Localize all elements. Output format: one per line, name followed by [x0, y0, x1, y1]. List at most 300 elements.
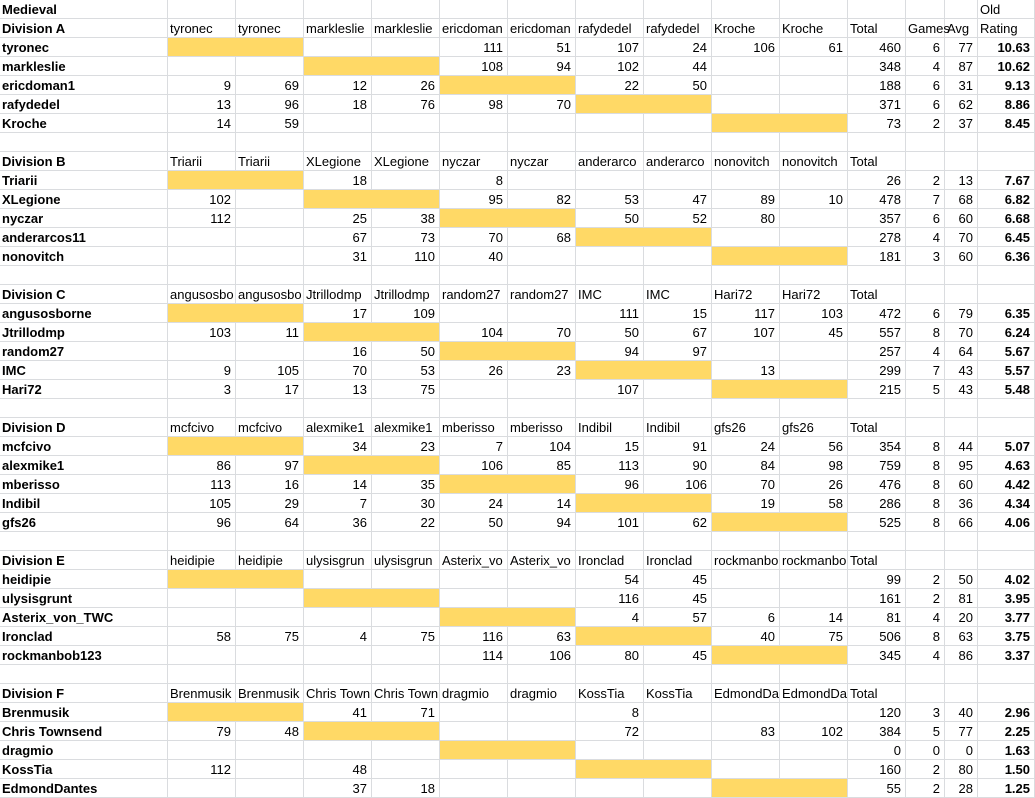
rating-cell[interactable]: 4.42 [978, 475, 1035, 494]
avg-cell[interactable]: 43 [945, 361, 978, 380]
empty-cell[interactable] [576, 665, 644, 684]
empty-cell[interactable] [644, 133, 712, 152]
empty-cell[interactable] [848, 399, 906, 418]
empty-cell[interactable] [440, 380, 508, 399]
column-header[interactable]: Total [848, 19, 906, 38]
column-header[interactable]: Ironclad [644, 551, 712, 570]
total-cell[interactable]: 278 [848, 228, 906, 247]
rating-cell[interactable]: 2.25 [978, 722, 1035, 741]
avg-cell[interactable]: 31 [945, 76, 978, 95]
empty-cell[interactable] [780, 171, 848, 190]
empty-cell[interactable] [304, 266, 372, 285]
empty-cell[interactable] [644, 399, 712, 418]
empty-cell[interactable] [780, 266, 848, 285]
score-cell[interactable]: 47 [644, 190, 712, 209]
score-cell[interactable]: 40 [712, 627, 780, 646]
player-name[interactable]: random27 [0, 342, 168, 361]
total-cell[interactable]: 215 [848, 380, 906, 399]
column-header[interactable]: ulysisgrun [304, 551, 372, 570]
score-cell[interactable]: 104 [440, 323, 508, 342]
player-name[interactable]: ericdoman1 [0, 76, 168, 95]
score-cell[interactable]: 7 [440, 437, 508, 456]
empty-cell[interactable] [945, 684, 978, 703]
player-name[interactable]: alexmike1 [0, 456, 168, 475]
games-cell[interactable]: 8 [906, 323, 945, 342]
score-cell[interactable]: 26 [440, 361, 508, 380]
score-cell[interactable]: 62 [644, 513, 712, 532]
empty-cell[interactable] [508, 779, 576, 798]
empty-cell[interactable] [906, 418, 945, 437]
score-cell[interactable]: 35 [372, 475, 440, 494]
player-name[interactable]: IMC [0, 361, 168, 380]
empty-cell[interactable] [945, 266, 978, 285]
rating-cell[interactable]: 2.96 [978, 703, 1035, 722]
score-cell[interactable]: 107 [576, 380, 644, 399]
avg-cell[interactable]: 50 [945, 570, 978, 589]
total-cell[interactable]: 120 [848, 703, 906, 722]
score-cell[interactable]: 106 [644, 475, 712, 494]
empty-cell[interactable] [712, 741, 780, 760]
empty-cell[interactable] [236, 190, 304, 209]
empty-cell[interactable] [712, 266, 780, 285]
score-cell[interactable]: 105 [236, 361, 304, 380]
empty-cell[interactable] [848, 133, 906, 152]
total-cell[interactable]: 759 [848, 456, 906, 475]
column-header[interactable]: anderarco [644, 152, 712, 171]
empty-cell[interactable] [440, 665, 508, 684]
player-name[interactable]: Brenmusik [0, 703, 168, 722]
avg-cell[interactable]: 36 [945, 494, 978, 513]
games-cell[interactable]: 6 [906, 304, 945, 323]
empty-cell[interactable] [508, 570, 576, 589]
empty-cell[interactable] [508, 304, 576, 323]
score-cell[interactable]: 15 [644, 304, 712, 323]
empty-cell[interactable] [906, 532, 945, 551]
score-cell[interactable]: 25 [304, 209, 372, 228]
column-header[interactable]: angusosbo [168, 285, 236, 304]
empty-cell[interactable] [304, 399, 372, 418]
avg-cell[interactable]: 63 [945, 627, 978, 646]
total-cell[interactable]: 161 [848, 589, 906, 608]
score-cell[interactable]: 73 [372, 228, 440, 247]
division-title[interactable]: Division D [0, 418, 168, 437]
score-cell[interactable]: 112 [168, 760, 236, 779]
empty-cell[interactable] [168, 665, 236, 684]
score-cell[interactable]: 67 [644, 323, 712, 342]
rating-cell[interactable]: 10.63 [978, 38, 1035, 57]
empty-cell[interactable] [168, 589, 236, 608]
player-name[interactable]: Kroche [0, 114, 168, 133]
score-cell[interactable]: 70 [508, 95, 576, 114]
total-cell[interactable]: 286 [848, 494, 906, 513]
player-name[interactable]: angusosborne [0, 304, 168, 323]
column-header[interactable]: XLegione [304, 152, 372, 171]
empty-cell[interactable] [440, 589, 508, 608]
score-cell[interactable]: 113 [576, 456, 644, 475]
games-cell[interactable]: 3 [906, 247, 945, 266]
empty-cell[interactable] [978, 418, 1035, 437]
score-cell[interactable]: 75 [780, 627, 848, 646]
rating-cell[interactable]: 4.34 [978, 494, 1035, 513]
rating-cell[interactable]: 6.82 [978, 190, 1035, 209]
column-header[interactable]: Ironclad [576, 551, 644, 570]
empty-cell[interactable] [372, 532, 440, 551]
empty-cell[interactable] [304, 741, 372, 760]
empty-cell[interactable] [168, 57, 236, 76]
avg-cell[interactable]: 60 [945, 209, 978, 228]
empty-cell[interactable] [372, 133, 440, 152]
column-header[interactable]: Triarii [168, 152, 236, 171]
score-cell[interactable]: 19 [712, 494, 780, 513]
avg-cell[interactable]: 87 [945, 57, 978, 76]
empty-cell[interactable] [978, 285, 1035, 304]
score-cell[interactable]: 45 [644, 589, 712, 608]
empty-cell[interactable] [168, 247, 236, 266]
score-cell[interactable]: 26 [780, 475, 848, 494]
column-header[interactable]: Kroche [712, 19, 780, 38]
empty-cell[interactable] [576, 779, 644, 798]
empty-cell[interactable] [168, 608, 236, 627]
score-cell[interactable]: 53 [372, 361, 440, 380]
avg-cell[interactable]: 79 [945, 304, 978, 323]
score-cell[interactable]: 98 [780, 456, 848, 475]
score-cell[interactable]: 71 [372, 703, 440, 722]
score-cell[interactable]: 40 [440, 247, 508, 266]
empty-cell[interactable] [304, 532, 372, 551]
empty-cell[interactable] [304, 646, 372, 665]
column-header[interactable]: Brenmusik [236, 684, 304, 703]
avg-cell[interactable]: 66 [945, 513, 978, 532]
score-cell[interactable]: 14 [304, 475, 372, 494]
avg-cell[interactable]: 86 [945, 646, 978, 665]
avg-cell[interactable]: 60 [945, 247, 978, 266]
empty-cell[interactable] [712, 228, 780, 247]
games-cell[interactable]: 2 [906, 570, 945, 589]
empty-cell[interactable] [0, 399, 168, 418]
player-name[interactable]: Asterix_von_TWC [0, 608, 168, 627]
empty-cell[interactable] [780, 665, 848, 684]
column-header[interactable]: Total [848, 684, 906, 703]
avg-cell[interactable]: 28 [945, 779, 978, 798]
player-name[interactable]: mberisso [0, 475, 168, 494]
score-cell[interactable]: 13 [712, 361, 780, 380]
score-cell[interactable]: 14 [508, 494, 576, 513]
games-cell[interactable]: 6 [906, 95, 945, 114]
column-header[interactable]: Games [908, 21, 950, 36]
rating-cell[interactable]: 6.24 [978, 323, 1035, 342]
empty-cell[interactable] [304, 114, 372, 133]
rating-cell[interactable]: 5.67 [978, 342, 1035, 361]
total-cell[interactable]: 478 [848, 190, 906, 209]
empty-cell[interactable] [576, 133, 644, 152]
score-cell[interactable]: 24 [712, 437, 780, 456]
score-cell[interactable]: 44 [644, 57, 712, 76]
empty-cell[interactable] [848, 266, 906, 285]
column-header[interactable]: Brenmusik [168, 684, 236, 703]
score-cell[interactable]: 8 [440, 171, 508, 190]
empty-cell[interactable] [576, 532, 644, 551]
score-cell[interactable]: 50 [644, 76, 712, 95]
empty-cell[interactable] [236, 209, 304, 228]
rating-cell[interactable]: 8.86 [978, 95, 1035, 114]
score-cell[interactable]: 13 [304, 380, 372, 399]
rating-cell[interactable]: 3.37 [978, 646, 1035, 665]
empty-cell[interactable] [440, 570, 508, 589]
score-cell[interactable]: 79 [168, 722, 236, 741]
column-header[interactable]: nyczar [508, 152, 576, 171]
empty-cell[interactable] [236, 133, 304, 152]
avg-cell[interactable]: 40 [945, 703, 978, 722]
score-cell[interactable]: 50 [440, 513, 508, 532]
empty-cell[interactable] [945, 665, 978, 684]
avg-cell[interactable]: 81 [945, 589, 978, 608]
column-header[interactable]: dragmio [508, 684, 576, 703]
games-cell[interactable]: 8 [906, 437, 945, 456]
column-header[interactable]: mcfcivo [236, 418, 304, 437]
empty-cell[interactable] [236, 532, 304, 551]
rating-cell[interactable]: 6.36 [978, 247, 1035, 266]
empty-cell[interactable] [236, 57, 304, 76]
total-cell[interactable]: 160 [848, 760, 906, 779]
score-cell[interactable]: 94 [576, 342, 644, 361]
score-cell[interactable]: 8 [576, 703, 644, 722]
games-cell[interactable]: 2 [906, 589, 945, 608]
empty-cell[interactable] [906, 684, 945, 703]
empty-cell[interactable] [945, 399, 978, 418]
empty-cell[interactable] [440, 114, 508, 133]
score-cell[interactable]: 41 [304, 703, 372, 722]
column-header[interactable]: Total [848, 285, 906, 304]
score-cell[interactable]: 98 [440, 95, 508, 114]
rating-cell[interactable]: 3.75 [978, 627, 1035, 646]
empty-cell[interactable] [576, 247, 644, 266]
score-cell[interactable]: 106 [712, 38, 780, 57]
score-cell[interactable]: 24 [644, 38, 712, 57]
empty-cell[interactable] [236, 228, 304, 247]
rating-cell[interactable]: 3.95 [978, 589, 1035, 608]
column-header[interactable]: Total [848, 152, 906, 171]
score-cell[interactable]: 94 [508, 57, 576, 76]
score-cell[interactable]: 83 [712, 722, 780, 741]
empty-cell[interactable] [168, 266, 236, 285]
score-cell[interactable]: 16 [236, 475, 304, 494]
empty-cell[interactable] [644, 0, 712, 19]
score-cell[interactable]: 24 [440, 494, 508, 513]
total-cell[interactable]: 99 [848, 570, 906, 589]
empty-cell[interactable] [372, 646, 440, 665]
rating-cell[interactable]: 1.50 [978, 760, 1035, 779]
empty-cell[interactable] [304, 38, 372, 57]
rating-cell[interactable]: 5.48 [978, 380, 1035, 399]
rating-cell[interactable]: 3.77 [978, 608, 1035, 627]
column-header[interactable]: ericdoman [508, 19, 576, 38]
empty-cell[interactable] [440, 399, 508, 418]
score-cell[interactable]: 86 [168, 456, 236, 475]
empty-cell[interactable] [304, 608, 372, 627]
column-header[interactable]: alexmike1 [304, 418, 372, 437]
column-header[interactable]: heidipie [236, 551, 304, 570]
empty-cell[interactable] [508, 532, 576, 551]
score-cell[interactable]: 57 [644, 608, 712, 627]
score-cell[interactable]: 96 [576, 475, 644, 494]
column-header[interactable]: random27 [508, 285, 576, 304]
column-header[interactable]: Chris Town [374, 686, 439, 701]
empty-cell[interactable] [440, 703, 508, 722]
games-cell[interactable]: 4 [906, 228, 945, 247]
empty-cell[interactable] [644, 171, 712, 190]
empty-cell[interactable] [780, 570, 848, 589]
empty-cell[interactable] [508, 589, 576, 608]
games-cell[interactable]: 4 [906, 57, 945, 76]
score-cell[interactable]: 102 [168, 190, 236, 209]
empty-cell[interactable] [304, 570, 372, 589]
column-header[interactable]: Asterix_vo [440, 551, 508, 570]
empty-cell[interactable] [945, 532, 978, 551]
empty-cell[interactable] [712, 760, 780, 779]
division-title[interactable]: Division E [0, 551, 168, 570]
empty-cell[interactable] [508, 722, 576, 741]
empty-cell[interactable] [576, 741, 644, 760]
empty-cell[interactable] [906, 285, 945, 304]
score-cell[interactable]: 45 [780, 323, 848, 342]
empty-cell[interactable] [0, 665, 168, 684]
score-cell[interactable]: 105 [168, 494, 236, 513]
score-cell[interactable]: 70 [440, 228, 508, 247]
score-cell[interactable]: 63 [508, 627, 576, 646]
score-cell[interactable]: 4 [304, 627, 372, 646]
score-cell[interactable]: 103 [168, 323, 236, 342]
rating-cell[interactable]: 5.57 [978, 361, 1035, 380]
score-cell[interactable]: 13 [168, 95, 236, 114]
score-cell[interactable]: 22 [372, 513, 440, 532]
empty-cell[interactable] [168, 0, 236, 19]
player-name[interactable]: nyczar [0, 209, 168, 228]
empty-cell[interactable] [576, 399, 644, 418]
rating-cell[interactable]: 1.25 [978, 779, 1035, 798]
score-cell[interactable]: 45 [644, 646, 712, 665]
total-cell[interactable]: 472 [848, 304, 906, 323]
column-header[interactable]: nyczar [440, 152, 508, 171]
empty-cell[interactable] [304, 665, 372, 684]
score-cell[interactable]: 23 [508, 361, 576, 380]
total-cell[interactable]: 55 [848, 779, 906, 798]
empty-cell[interactable] [440, 760, 508, 779]
avg-cell[interactable]: 77 [945, 722, 978, 741]
rating-cell[interactable]: 4.63 [978, 456, 1035, 475]
empty-cell[interactable] [644, 266, 712, 285]
empty-cell[interactable] [780, 399, 848, 418]
empty-cell[interactable] [644, 741, 712, 760]
column-header[interactable]: anderarco [576, 152, 644, 171]
score-cell[interactable]: 12 [304, 76, 372, 95]
column-header[interactable]: KossTia [644, 684, 712, 703]
empty-cell[interactable] [644, 380, 712, 399]
empty-cell[interactable] [236, 608, 304, 627]
empty-cell[interactable] [372, 38, 440, 57]
games-cell[interactable]: 4 [906, 608, 945, 627]
column-header[interactable]: Hari72 [780, 285, 848, 304]
score-cell[interactable]: 82 [508, 190, 576, 209]
empty-cell[interactable] [236, 646, 304, 665]
rating-cell[interactable]: 6.35 [978, 304, 1035, 323]
score-cell[interactable]: 111 [576, 304, 644, 323]
empty-cell[interactable] [440, 532, 508, 551]
rating-cell[interactable]: 9.13 [978, 76, 1035, 95]
empty-cell[interactable] [780, 209, 848, 228]
avg-cell[interactable]: 62 [945, 95, 978, 114]
player-name[interactable]: Chris Townsend [0, 722, 168, 741]
score-cell[interactable]: 10 [780, 190, 848, 209]
empty-cell[interactable] [440, 304, 508, 323]
games-cell[interactable]: 2 [906, 779, 945, 798]
score-cell[interactable]: 102 [576, 57, 644, 76]
score-cell[interactable]: 107 [576, 38, 644, 57]
total-cell[interactable]: 357 [848, 209, 906, 228]
avg-cell[interactable]: 44 [945, 437, 978, 456]
score-cell[interactable]: 36 [304, 513, 372, 532]
player-name[interactable]: KossTia [0, 760, 168, 779]
column-header[interactable]: Kroche [780, 19, 848, 38]
score-cell[interactable]: 53 [576, 190, 644, 209]
total-cell[interactable]: 371 [848, 95, 906, 114]
column-header[interactable]: Jtrillodmp [372, 285, 440, 304]
empty-cell[interactable] [712, 171, 780, 190]
games-cell[interactable]: 6 [906, 76, 945, 95]
rating-cell[interactable]: 7.67 [978, 171, 1035, 190]
empty-cell[interactable] [780, 741, 848, 760]
empty-cell[interactable] [168, 228, 236, 247]
empty-cell[interactable] [906, 551, 945, 570]
score-cell[interactable]: 89 [712, 190, 780, 209]
empty-cell[interactable] [440, 133, 508, 152]
score-cell[interactable]: 109 [372, 304, 440, 323]
score-cell[interactable]: 3 [168, 380, 236, 399]
empty-cell[interactable] [168, 532, 236, 551]
games-cell[interactable]: 4 [906, 342, 945, 361]
column-header[interactable]: alexmike1 [372, 418, 440, 437]
rating-cell[interactable]: 4.02 [978, 570, 1035, 589]
empty-cell[interactable] [372, 399, 440, 418]
division-title[interactable]: Division F [0, 684, 168, 703]
empty-cell[interactable] [304, 133, 372, 152]
rating-cell[interactable]: 4.06 [978, 513, 1035, 532]
score-cell[interactable]: 85 [508, 456, 576, 475]
player-name[interactable]: tyronec [0, 38, 168, 57]
score-cell[interactable]: 61 [780, 38, 848, 57]
division-title[interactable]: Division C [0, 285, 168, 304]
score-cell[interactable]: 64 [236, 513, 304, 532]
total-cell[interactable]: 345 [848, 646, 906, 665]
column-header[interactable]: EdmondDa [782, 686, 848, 701]
total-cell[interactable]: 299 [848, 361, 906, 380]
column-header[interactable]: markleslie [372, 19, 440, 38]
column-header[interactable]: Rating [978, 19, 1035, 38]
empty-cell[interactable] [372, 0, 440, 19]
score-cell[interactable]: 76 [372, 95, 440, 114]
player-name[interactable]: mcfcivo [0, 437, 168, 456]
score-cell[interactable]: 101 [576, 513, 644, 532]
total-cell[interactable]: 557 [848, 323, 906, 342]
score-cell[interactable]: 84 [712, 456, 780, 475]
score-cell[interactable]: 96 [168, 513, 236, 532]
column-header[interactable]: Hari72 [712, 285, 780, 304]
empty-cell[interactable] [508, 665, 576, 684]
score-cell[interactable]: 69 [236, 76, 304, 95]
empty-cell[interactable] [906, 133, 945, 152]
score-cell[interactable]: 50 [576, 209, 644, 228]
empty-cell[interactable] [440, 266, 508, 285]
total-cell[interactable]: 525 [848, 513, 906, 532]
